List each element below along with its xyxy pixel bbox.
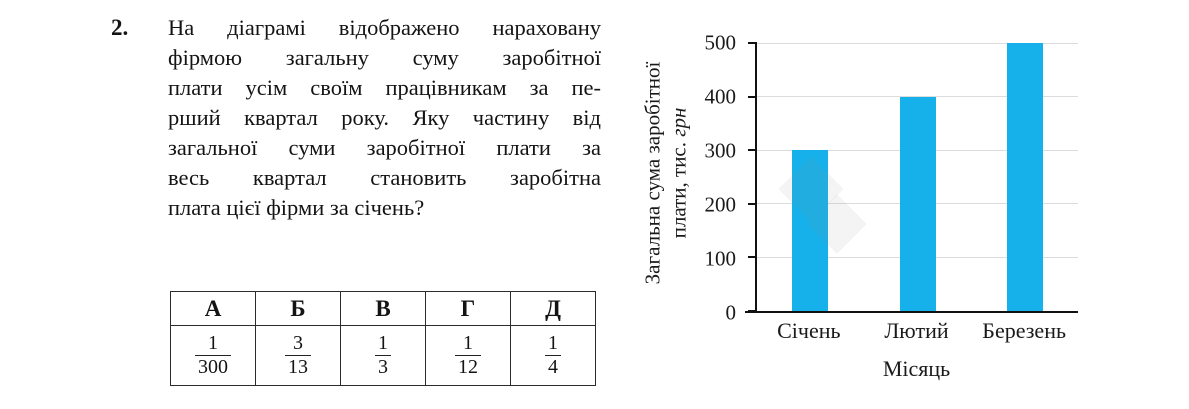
y-tick-labels [676, 30, 736, 325]
bar-Лютий [900, 97, 936, 311]
answer-options-table [170, 291, 596, 386]
answer-header-row [171, 292, 596, 326]
y-axis-title-line2: плати, тис. грн [666, 107, 691, 239]
y-tick-label: 0 [725, 300, 736, 325]
fraction: $\frac{1}{300}$ [195, 332, 231, 379]
problem-text-line: плати усім своїм працівникам за пе- [168, 75, 601, 100]
problem-number: 2. [111, 15, 129, 40]
problem-text-line: плата цієї фірми за січень? [168, 195, 425, 220]
answer-value-A [171, 326, 256, 386]
x-category-label: Березень [982, 318, 1067, 343]
problem-text [168, 13, 601, 223]
answer-header-A: А [171, 292, 256, 326]
answer-value-V [341, 326, 426, 386]
y-tick-label: 300 [704, 138, 736, 163]
x-category-labels [755, 318, 1078, 348]
answer-value-B [256, 326, 341, 386]
y-tick-mark [748, 96, 757, 98]
problem-text-line: На діаграмі відображено нараховану [168, 15, 601, 40]
x-axis-title: Місяць [882, 356, 951, 381]
problem-text-line: весь квартал становить заробітна [168, 165, 601, 190]
answer-header-V: В [341, 292, 426, 326]
y-tick-label: 100 [704, 246, 736, 271]
answer-header-D: Д [511, 292, 596, 326]
answer-value-row [171, 326, 596, 386]
bar-Березень [1007, 43, 1043, 311]
answer-header-G: Г [426, 292, 511, 326]
fraction: $\frac{1}{3}$ [375, 332, 391, 379]
y-tick-mark [748, 42, 757, 44]
y-tick-mark [748, 149, 757, 151]
x-axis-extension [745, 311, 757, 313]
problem-text-line: загальної суми заробітної плати за [168, 135, 601, 160]
y-tick-mark [748, 256, 757, 258]
y-axis-unit: грн [666, 107, 691, 137]
answer-value-D [511, 326, 596, 386]
y-tick-label: 500 [704, 30, 736, 55]
y-axis-title-line1: Загальна сума заробітної [640, 61, 665, 285]
answer-header-B: Б [256, 292, 341, 326]
answer-value-G [426, 326, 511, 386]
fraction: $\frac{1}{4}$ [545, 332, 561, 379]
fraction: $\frac{3}{13}$ [285, 332, 311, 379]
y-tick-label: 200 [704, 192, 736, 217]
y-tick-mark [748, 203, 757, 205]
fraction: $\frac{1}{12}$ [455, 332, 481, 379]
problem-text-line: фірмою загальну суму заробітної [168, 45, 601, 70]
x-category-label: Січень [777, 318, 841, 343]
problem-text-line: рший квартал року. Яку частину від [168, 105, 601, 130]
x-category-label: Лютий [884, 318, 949, 343]
y-tick-label: 400 [704, 84, 736, 109]
